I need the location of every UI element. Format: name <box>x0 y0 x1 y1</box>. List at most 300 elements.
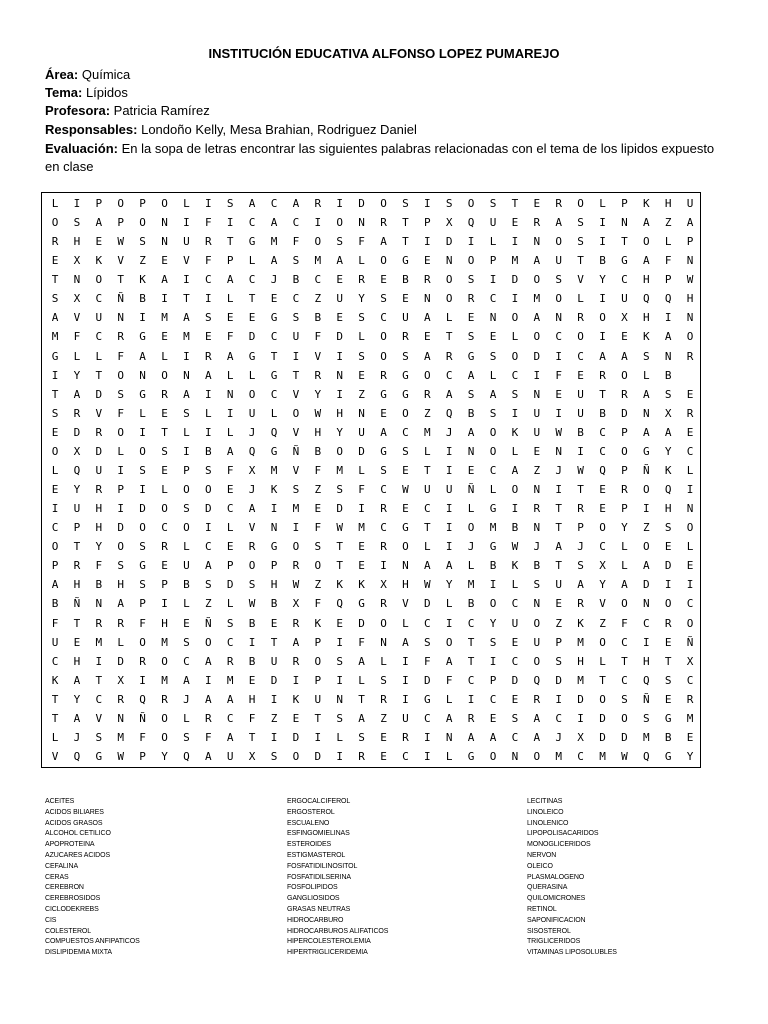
grid-letter: I <box>314 730 322 744</box>
grid-letter: T <box>402 235 409 249</box>
grid-letter: A <box>533 254 541 268</box>
grid-letter: D <box>555 673 562 687</box>
grid-letter: F <box>314 463 322 477</box>
grid-letter: E <box>599 502 606 516</box>
grid-letter: L <box>380 654 387 668</box>
grid-letter: K <box>642 197 650 210</box>
grid-letter: N <box>270 521 278 535</box>
grid-row <box>42 347 702 366</box>
grid-letter: L <box>183 540 190 554</box>
grid-letter: Q <box>664 292 672 306</box>
grid-letter: C <box>489 292 497 306</box>
grid-row <box>42 728 702 747</box>
grid-letter: L <box>358 673 365 687</box>
grid-letter: I <box>248 635 256 649</box>
grid-letter: A <box>226 444 234 458</box>
grid-letter: E <box>686 425 694 439</box>
grid-letter: L <box>226 597 234 611</box>
grid-letter: D <box>117 521 124 535</box>
grid-letter: X <box>380 578 387 592</box>
grid-letter: S <box>336 711 343 725</box>
grid-letter: C <box>51 521 59 535</box>
grid-letter: N <box>95 597 103 611</box>
grid-letter: E <box>511 216 519 230</box>
grid-letter: N <box>642 597 650 611</box>
grid-letter: D <box>139 502 146 516</box>
grid-letter: M <box>51 330 59 344</box>
grid-letter: B <box>270 597 278 611</box>
grid-letter: A <box>664 330 672 344</box>
word-list-column-1 <box>45 797 140 959</box>
word-list-item: SAPONIFICACION <box>527 916 586 924</box>
grid-letter: I <box>183 216 190 230</box>
grid-letter: C <box>270 330 278 344</box>
grid-letter: V <box>95 406 103 420</box>
word-list-item: ESCUALENO <box>287 819 330 827</box>
grid-row <box>42 614 702 633</box>
grid-letter: Q <box>73 463 81 477</box>
grid-letter: E <box>51 425 59 439</box>
grid-letter: X <box>292 597 300 611</box>
grid-letter: F <box>95 559 103 573</box>
grid-letter: P <box>226 254 234 268</box>
grid-letter: Q <box>445 406 453 420</box>
grid-letter: D <box>621 406 628 420</box>
grid-letter: E <box>380 273 387 287</box>
grid-letter: W <box>314 406 322 420</box>
grid-letter: K <box>577 616 584 630</box>
grid-letter: Ñ <box>642 692 650 706</box>
word-list-item: NERVON <box>527 851 557 859</box>
grid-letter: U <box>423 483 431 497</box>
grid-letter: P <box>314 673 322 687</box>
grid-letter: F <box>664 254 672 268</box>
grid-letter: O <box>467 254 475 268</box>
grid-letter: S <box>489 349 497 363</box>
grid-letter: N <box>664 349 672 363</box>
grid-letter: U <box>73 502 81 516</box>
grid-letter: E <box>555 597 562 611</box>
grid-letter: C <box>599 540 606 554</box>
grid-letter: F <box>226 463 234 477</box>
grid-letter: S <box>117 387 124 401</box>
grid-letter: O <box>599 311 606 325</box>
grid-letter: A <box>292 197 300 210</box>
grid-letter: O <box>489 425 497 439</box>
grid-letter: L <box>599 654 606 668</box>
grid-letter: Z <box>664 216 672 230</box>
grid-letter: M <box>599 750 606 764</box>
grid-letter: X <box>73 254 81 268</box>
grid-letter: L <box>358 254 365 268</box>
grid-letter: M <box>577 635 584 649</box>
grid-letter: Ñ <box>467 483 475 497</box>
grid-letter: I <box>489 273 497 287</box>
grid-letter: I <box>270 730 278 744</box>
grid-letter: H <box>664 197 672 210</box>
grid-letter: I <box>161 292 168 306</box>
grid-letter: N <box>555 311 562 325</box>
grid-letter: R <box>555 197 562 210</box>
grid-letter: S <box>402 349 409 363</box>
grid-letter: C <box>511 654 519 668</box>
grid-letter: L <box>599 197 606 210</box>
grid-letter: U <box>686 197 694 210</box>
grid-letter: S <box>621 692 628 706</box>
grid-letter: I <box>402 673 409 687</box>
grid-letter: O <box>117 540 124 554</box>
grid-letter: O <box>577 197 584 210</box>
grid-letter: A <box>599 349 606 363</box>
grid-letter: E <box>380 406 387 420</box>
grid-letter: O <box>117 368 124 382</box>
grid-letter: L <box>117 635 124 649</box>
grid-letter: S <box>577 235 584 249</box>
grid-letter: L <box>445 311 453 325</box>
grid-letter: M <box>95 635 103 649</box>
grid-letter: O <box>292 750 300 764</box>
grid-letter: J <box>248 425 256 439</box>
grid-row <box>42 747 702 766</box>
grid-letter: V <box>577 273 584 287</box>
grid-letter: A <box>555 216 562 230</box>
grid-letter: L <box>358 463 365 477</box>
grid-letter: V <box>95 711 103 725</box>
grid-letter: W <box>117 235 124 249</box>
grid-letter: Z <box>423 406 431 420</box>
grid-letter: R <box>73 559 81 573</box>
grid-letter: O <box>621 711 628 725</box>
grid-letter: E <box>402 502 409 516</box>
grid-letter: A <box>226 692 234 706</box>
grid-letter: C <box>686 444 694 458</box>
grid-letter: N <box>533 235 541 249</box>
grid-row <box>42 327 702 346</box>
grid-letter: B <box>577 425 584 439</box>
grid-letter: C <box>204 540 212 554</box>
grid-letter: I <box>599 292 606 306</box>
grid-letter: I <box>204 197 212 210</box>
grid-letter: I <box>51 502 59 516</box>
grid-letter: H <box>402 578 409 592</box>
grid-letter: T <box>577 483 584 497</box>
grid-letter: N <box>73 273 81 287</box>
word-list-item: FOSFOLIPIDOS <box>287 884 338 892</box>
grid-letter: E <box>664 635 672 649</box>
grid-letter: G <box>139 387 146 401</box>
grid-letter: R <box>204 349 212 363</box>
grid-letter: O <box>51 216 59 230</box>
grid-letter: O <box>489 444 497 458</box>
grid-letter: T <box>555 559 562 573</box>
grid-letter: F <box>73 330 81 344</box>
grid-letter: Y <box>664 444 672 458</box>
grid-letter: V <box>248 521 256 535</box>
grid-letter: R <box>95 616 103 630</box>
grid-letter: B <box>664 368 672 382</box>
grid-letter: P <box>489 673 497 687</box>
grid-letter: U <box>270 654 278 668</box>
grid-letter: L <box>139 406 146 420</box>
grid-letter: P <box>183 463 190 477</box>
grid-letter: U <box>51 635 59 649</box>
grid-row <box>42 594 702 613</box>
grid-letter: I <box>139 425 146 439</box>
grid-letter: U <box>577 406 584 420</box>
grid-letter: I <box>402 654 409 668</box>
grid-letter: O <box>336 444 343 458</box>
grid-letter: S <box>336 235 343 249</box>
grid-letter: S <box>467 273 475 287</box>
grid-letter: A <box>642 216 650 230</box>
grid-letter: C <box>599 444 606 458</box>
grid-letter: Q <box>664 483 672 497</box>
grid-letter: I <box>555 692 562 706</box>
grid-letter: L <box>467 559 475 573</box>
grid-letter: A <box>423 311 431 325</box>
word-list-item: ESTEROIDES <box>287 841 332 849</box>
grid-letter: I <box>73 197 81 210</box>
grid-letter: P <box>577 521 584 535</box>
grid-letter: C <box>511 730 519 744</box>
grid-letter: G <box>248 349 256 363</box>
grid-letter: O <box>139 635 146 649</box>
grid-letter: A <box>204 692 212 706</box>
grid-letter: F <box>358 235 365 249</box>
grid-letter: C <box>402 425 409 439</box>
grid-letter: N <box>423 292 431 306</box>
grid-letter: X <box>248 463 256 477</box>
grid-letter: D <box>511 673 519 687</box>
grid-letter: T <box>511 197 519 210</box>
grid-letter: C <box>161 521 168 535</box>
grid-letter: R <box>621 483 628 497</box>
grid-letter: K <box>511 425 519 439</box>
grid-letter: Q <box>642 750 650 764</box>
grid-letter: R <box>577 597 584 611</box>
grid-letter: O <box>117 425 124 439</box>
grid-letter: R <box>380 502 387 516</box>
word-list-item: QUERASINA <box>527 884 568 892</box>
word-list-item: GRASAS NEUTRAS <box>287 905 351 913</box>
grid-letter: E <box>226 311 234 325</box>
grid-letter: W <box>555 425 562 439</box>
grid-letter: K <box>664 463 672 477</box>
grid-letter: L <box>664 235 672 249</box>
grid-letter: R <box>445 349 453 363</box>
grid-letter: V <box>314 349 322 363</box>
word-list-item: MONOGLICERIDOS <box>527 841 591 849</box>
grid-letter: O <box>511 311 519 325</box>
grid-row <box>42 442 702 461</box>
grid-row <box>42 499 702 518</box>
grid-letter: D <box>95 444 103 458</box>
grid-letter: A <box>95 216 103 230</box>
grid-letter: R <box>292 616 300 630</box>
grid-letter: L <box>445 692 453 706</box>
grid-letter: Z <box>314 483 322 497</box>
grid-letter: U <box>183 235 190 249</box>
grid-letter: R <box>686 349 694 363</box>
grid-letter: V <box>51 750 59 764</box>
grid-letter: V <box>402 597 409 611</box>
grid-letter: R <box>139 654 146 668</box>
grid-letter: T <box>270 349 278 363</box>
grid-letter: B <box>248 654 256 668</box>
grid-letter: B <box>95 578 103 592</box>
grid-letter: A <box>270 216 278 230</box>
grid-letter: N <box>533 521 541 535</box>
grid-letter: A <box>51 578 59 592</box>
grid-letter: X <box>73 292 81 306</box>
grid-letter: L <box>423 444 431 458</box>
grid-letter: O <box>204 483 212 497</box>
grid-letter: S <box>402 444 409 458</box>
grid-letter: A <box>226 273 234 287</box>
evaluacion-label: Evaluación: <box>45 141 118 156</box>
grid-letter: I <box>270 502 278 516</box>
grid-letter: D <box>336 502 343 516</box>
grid-letter: A <box>642 387 650 401</box>
grid-letter: E <box>533 444 541 458</box>
grid-letter: C <box>686 673 694 687</box>
grid-letter: F <box>555 368 562 382</box>
grid-letter: R <box>73 406 81 420</box>
grid-letter: N <box>445 730 453 744</box>
grid-letter: E <box>292 711 300 725</box>
word-list-item: LIPOPOLISACARIDOS <box>527 830 599 838</box>
grid-letter: I <box>51 368 59 382</box>
grid-letter: I <box>533 368 541 382</box>
grid-letter: I <box>642 635 650 649</box>
grid-letter: S <box>117 559 124 573</box>
grid-letter: O <box>161 654 168 668</box>
responsables-value: Londoño Kelly, Mesa Brahian, Rodriguez Daniel <box>137 122 417 137</box>
grid-letter: B <box>204 444 212 458</box>
grid-letter: C <box>686 597 694 611</box>
grid-letter: I <box>336 197 343 210</box>
grid-letter: M <box>270 235 278 249</box>
grid-letter: F <box>314 597 322 611</box>
grid-letter: Z <box>555 616 562 630</box>
grid-letter: S <box>555 273 562 287</box>
grid-letter: P <box>621 463 628 477</box>
grid-letter: T <box>621 654 628 668</box>
grid-letter: W <box>621 750 628 764</box>
grid-letter: C <box>95 330 103 344</box>
grid-letter: I <box>642 502 650 516</box>
grid-letter: O <box>161 368 168 382</box>
grid-letter: A <box>358 711 365 725</box>
grid-letter: I <box>204 673 212 687</box>
grid-letter: O <box>621 368 628 382</box>
grid-letter: X <box>117 673 124 687</box>
grid-letter: W <box>336 521 343 535</box>
grid-letter: A <box>204 654 212 668</box>
grid-row <box>42 690 702 709</box>
grid-letter: G <box>621 254 628 268</box>
grid-letter: T <box>73 616 81 630</box>
grid-letter: C <box>204 273 212 287</box>
grid-letter: C <box>489 692 497 706</box>
grid-letter: L <box>226 521 234 535</box>
grid-letter: O <box>292 406 300 420</box>
grid-letter: E <box>467 463 475 477</box>
grid-letter: F <box>358 483 365 497</box>
grid-letter: O <box>533 330 541 344</box>
grid-letter: K <box>292 692 300 706</box>
grid-letter: I <box>270 692 278 706</box>
grid-row <box>42 671 702 690</box>
grid-letter: I <box>489 578 497 592</box>
grid-letter: E <box>161 559 168 573</box>
grid-letter: E <box>686 387 694 401</box>
grid-letter: J <box>270 273 278 287</box>
grid-letter: T <box>226 235 234 249</box>
grid-letter: U <box>621 292 628 306</box>
grid-letter: W <box>686 273 694 287</box>
grid-letter: Z <box>599 616 606 630</box>
grid-letter: S <box>358 311 365 325</box>
grid-letter: I <box>95 654 103 668</box>
grid-letter: M <box>292 502 300 516</box>
grid-letter: A <box>467 425 475 439</box>
grid-letter: I <box>336 387 343 401</box>
grid-letter: E <box>402 292 409 306</box>
grid-letter: C <box>402 750 409 764</box>
grid-letter: Ñ <box>73 597 81 611</box>
grid-letter: L <box>445 750 453 764</box>
grid-letter: O <box>555 292 562 306</box>
grid-letter: T <box>467 654 475 668</box>
grid-letter: G <box>380 387 387 401</box>
grid-letter: R <box>226 654 234 668</box>
grid-letter: W <box>248 597 256 611</box>
grid-letter: E <box>336 273 343 287</box>
grid-letter: N <box>358 216 365 230</box>
grid-letter: A <box>117 597 124 611</box>
grid-letter: H <box>270 578 278 592</box>
grid-letter: E <box>226 540 234 554</box>
grid-letter: D <box>664 559 672 573</box>
grid-letter: B <box>314 444 322 458</box>
grid-letter: R <box>577 502 584 516</box>
grid-letter: I <box>577 444 584 458</box>
grid-letter: E <box>533 197 541 210</box>
grid-letter: A <box>533 711 541 725</box>
grid-row <box>42 633 702 652</box>
grid-letter: E <box>358 368 365 382</box>
grid-letter: T <box>51 273 59 287</box>
grid-letter: Y <box>686 750 694 764</box>
grid-letter: I <box>292 673 300 687</box>
grid-letter: M <box>183 330 190 344</box>
grid-letter: O <box>51 540 59 554</box>
grid-letter: O <box>139 444 146 458</box>
grid-letter: H <box>686 292 694 306</box>
grid-letter: G <box>402 254 409 268</box>
grid-letter: O <box>511 483 519 497</box>
grid-letter: G <box>489 502 497 516</box>
grid-letter: P <box>664 273 672 287</box>
grid-letter: L <box>402 616 409 630</box>
grid-letter: T <box>73 540 81 554</box>
grid-letter: S <box>292 311 300 325</box>
grid-letter: S <box>336 483 343 497</box>
grid-letter: R <box>95 425 103 439</box>
grid-letter: U <box>358 425 365 439</box>
grid-letter: L <box>621 540 628 554</box>
